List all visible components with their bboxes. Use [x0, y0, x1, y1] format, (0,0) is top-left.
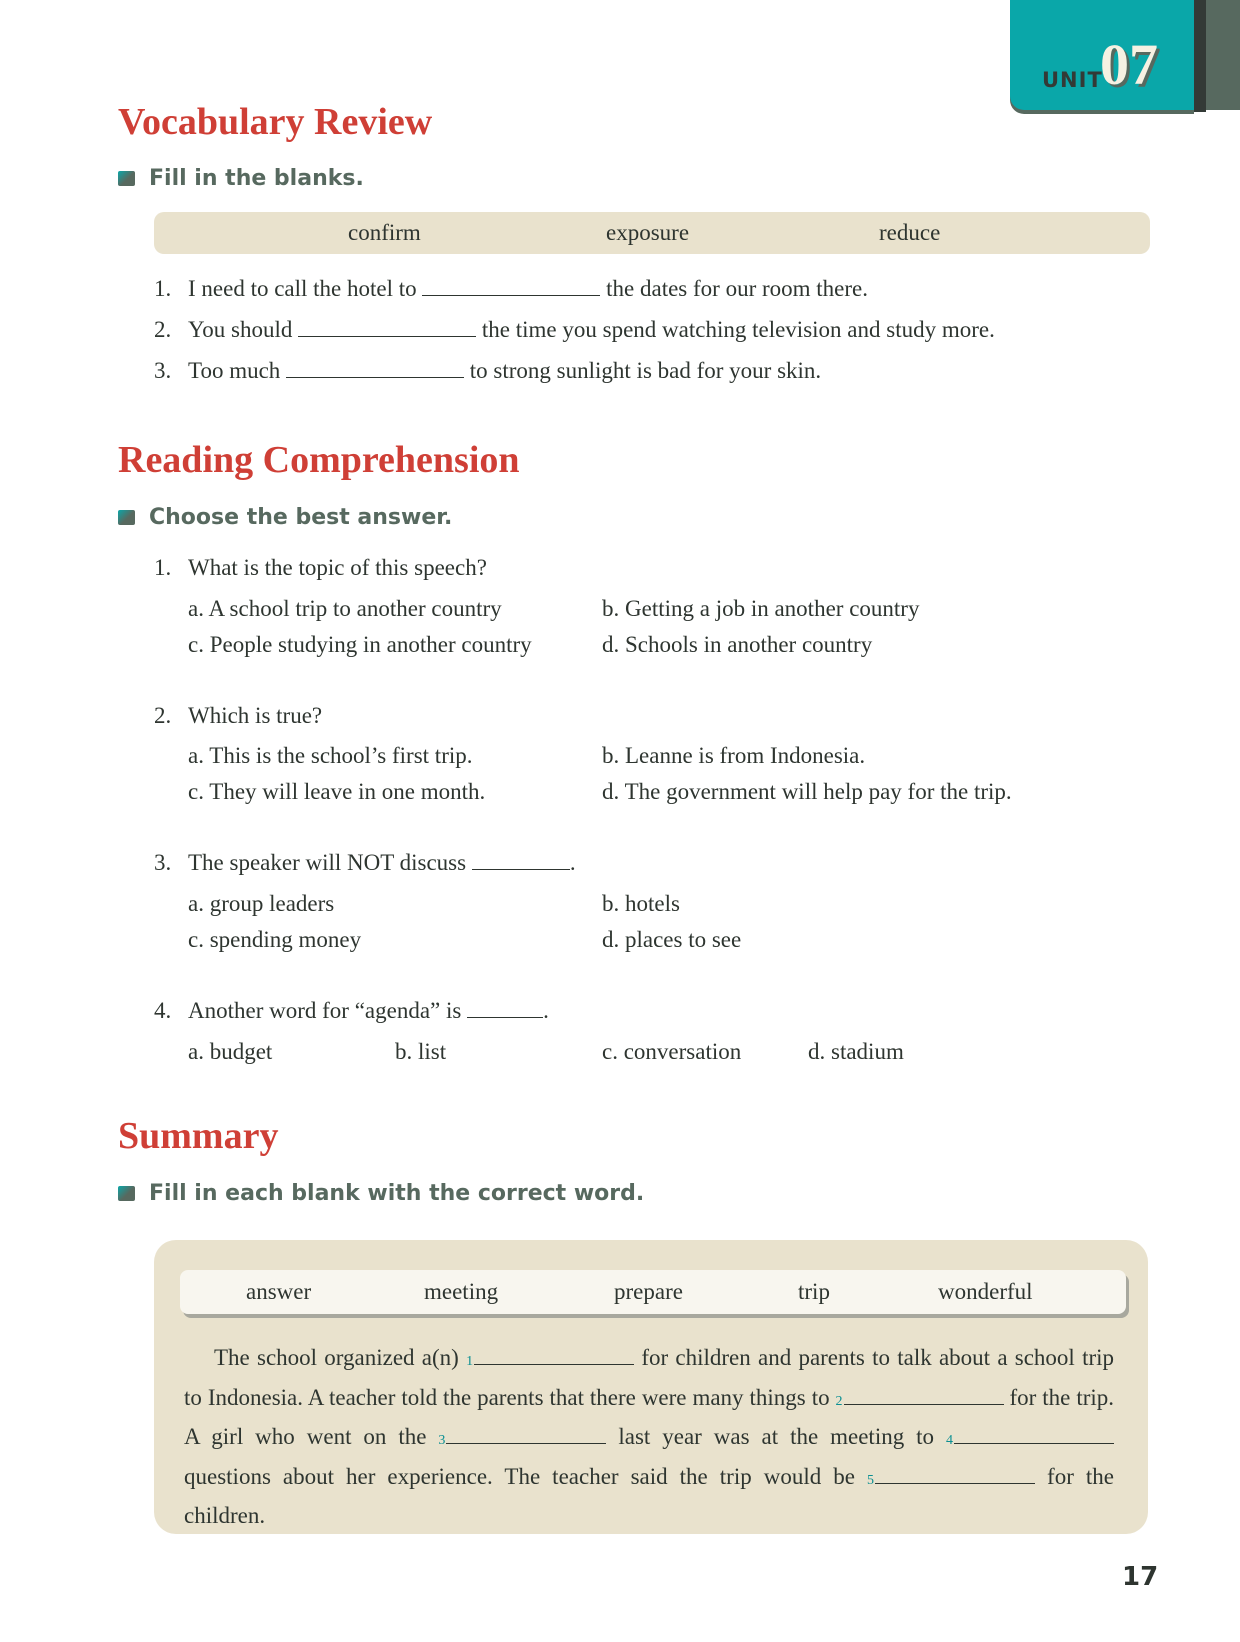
summary-title: Summary	[118, 1115, 279, 1157]
word-bank-item: reduce	[879, 220, 941, 245]
answer-option[interactable]: b. hotels	[602, 891, 680, 916]
blank-number: 3	[438, 1433, 446, 1448]
word-bank-item: confirm	[348, 220, 421, 245]
question: 2. Which is true?	[154, 703, 323, 728]
blank-number: 4	[946, 1433, 953, 1448]
vocabulary-title: Vocabulary Review	[118, 101, 433, 143]
word-bank-item: meeting	[424, 1279, 499, 1304]
page-number: 17	[1122, 1562, 1159, 1592]
summary-paragraph: The school organized a(n) 1 for children and parents to talk about a school trip to Indonesia. A teacher told the parents that there were many things to 2 for the trip. A girl who went on the 3 last year was at the meeting to 4 questions about her experience. The teacher said the trip would be 5 for the children.	[184, 1345, 1115, 1528]
summary-instruction	[118, 1181, 644, 1206]
answer-option[interactable]: b. Getting a job in another country	[602, 596, 920, 621]
unit-tab-edge	[1194, 0, 1206, 112]
answer-option[interactable]: b. Leanne is from Indonesia.	[602, 743, 866, 768]
answer-option[interactable]: d. Schools in another country	[602, 632, 873, 657]
answer-option[interactable]: b. list	[395, 1039, 447, 1064]
question: 1. What is the topic of this speech?	[154, 555, 487, 580]
answer-blank[interactable]	[472, 851, 570, 870]
answer-blank[interactable]	[422, 277, 600, 296]
vocabulary-item: 3. Too much to strong sunlight is bad for your skin.	[154, 358, 822, 383]
answer-option[interactable]: a. This is the school’s first trip.	[188, 743, 473, 768]
reading-title: Reading Comprehension	[118, 439, 520, 481]
unit-tab-strip	[1206, 0, 1240, 110]
blank-number: 1	[466, 1354, 474, 1369]
vocabulary-word-bank	[154, 212, 1150, 254]
unit-label: UNIT	[1042, 68, 1103, 92]
answer-option[interactable]: c. conversation	[602, 1039, 742, 1064]
word-bank-item: exposure	[606, 220, 690, 245]
summary-blank[interactable]	[474, 1346, 634, 1365]
answer-blank[interactable]	[467, 999, 543, 1018]
answer-option[interactable]: c. They will leave in one month.	[188, 779, 486, 804]
instruction-text: Fill in each blank with the correct word.	[149, 1181, 645, 1206]
answer-option[interactable]: d. stadium	[808, 1039, 904, 1064]
summary-word-bank	[180, 1270, 1126, 1314]
unit-number: 07	[1100, 32, 1158, 97]
word-bank-item: prepare	[614, 1279, 683, 1304]
summary-blank[interactable]	[844, 1386, 1004, 1405]
answer-option[interactable]: d. The government will help pay for the trip.	[602, 779, 1012, 804]
answer-blank[interactable]	[298, 318, 476, 337]
word-bank-item: wonderful	[938, 1279, 1033, 1304]
vocabulary-item: 1. I need to call the hotel to the dates for our room there.	[154, 276, 869, 301]
summary-blank[interactable]	[954, 1425, 1114, 1444]
instruction-bullet-icon	[118, 1186, 135, 1201]
question: 3. The speaker will NOT discuss .	[154, 850, 576, 875]
instruction-bullet-icon	[118, 510, 135, 525]
answer-option[interactable]: c. People studying in another country	[188, 632, 532, 657]
answer-option[interactable]: a. A school trip to another country	[188, 596, 502, 621]
summary-blank[interactable]	[446, 1425, 606, 1444]
question: 4. Another word for “agenda” is .	[154, 998, 549, 1023]
instruction-text: Choose the best answer.	[149, 505, 453, 530]
summary-blank[interactable]	[875, 1465, 1035, 1484]
vocabulary-item: 2. You should the time you spend watching television and study more.	[154, 317, 995, 342]
instruction-text: Fill in the blanks.	[149, 166, 364, 191]
answer-option[interactable]: a. budget	[188, 1039, 273, 1064]
word-bank-item: answer	[246, 1279, 312, 1304]
answer-option[interactable]: a. group leaders	[188, 891, 335, 916]
blank-number: 2	[835, 1393, 843, 1409]
reading-instruction	[118, 505, 452, 530]
answer-option[interactable]: d. places to see	[602, 927, 742, 952]
instruction-bullet-icon	[118, 171, 135, 186]
answer-blank[interactable]	[286, 359, 464, 378]
answer-option[interactable]: c. spending money	[188, 927, 362, 952]
word-bank-item: trip	[798, 1279, 830, 1304]
blank-number: 5	[867, 1472, 875, 1488]
vocabulary-instruction	[118, 166, 364, 191]
